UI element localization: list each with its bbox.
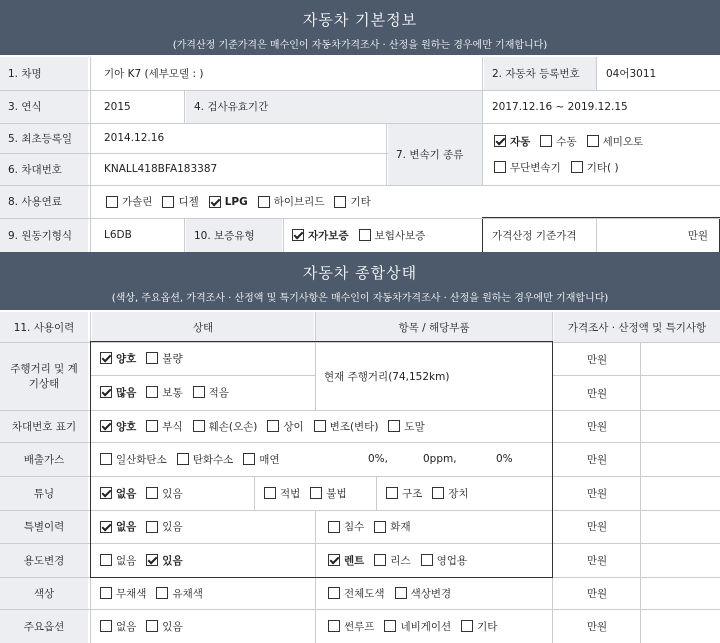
checkbox-icon[interactable] (156, 587, 168, 599)
options-none[interactable]: 없음 (100, 619, 136, 634)
checkbox-icon[interactable] (267, 420, 279, 432)
vin-corrosion[interactable]: 부식 (146, 419, 182, 434)
color-achromatic[interactable]: 무채색 (100, 586, 146, 601)
checkbox-icon[interactable] (146, 620, 158, 632)
checkbox-icon[interactable] (193, 420, 205, 432)
section-subtitle: (가격산정 기준가격은 매수인이 자동차가격조사 · 산정을 원하는 경우에만 기재합니다) (172, 40, 548, 51)
special-options (92, 510, 314, 543)
tuning-price: 만원 (586, 487, 608, 500)
mileage-many[interactable]: 많음 (100, 385, 136, 400)
checkbox-icon[interactable] (146, 487, 158, 499)
checkbox-icon[interactable] (540, 135, 552, 147)
current-mileage: 현재 주행거리(74,152km) (324, 370, 450, 383)
tuning-options (92, 476, 252, 510)
fuel-other[interactable]: 기타 (334, 194, 370, 209)
checkbox-icon[interactable] (100, 386, 112, 398)
trans-auto[interactable]: 자동 (494, 134, 530, 149)
price-basis-unit: 만원 (687, 229, 708, 242)
checkbox-icon[interactable] (334, 196, 346, 208)
special-yes[interactable]: 있음 (146, 519, 182, 534)
checkbox-icon[interactable] (193, 386, 205, 398)
checkbox-icon[interactable] (328, 587, 340, 599)
checkbox-icon[interactable] (264, 487, 276, 499)
vin-mark-options (92, 410, 552, 442)
tuning-illegal[interactable]: 불법 (310, 486, 346, 501)
mileage-status-1 (92, 342, 314, 374)
warranty-self[interactable]: 자가보증 (292, 228, 349, 243)
checkbox-icon[interactable] (258, 196, 270, 208)
tuning-legal[interactable]: 적법 (264, 486, 300, 501)
usage-lease[interactable]: 리스 (374, 553, 410, 568)
checkbox-icon[interactable] (359, 229, 371, 241)
vin-mismatch[interactable]: 상이 (267, 419, 303, 434)
emission-options (92, 442, 552, 476)
mileage-price-2: 만원 (586, 387, 608, 400)
checkbox-icon[interactable] (100, 521, 112, 533)
checkbox-icon[interactable] (421, 554, 433, 566)
checkbox-icon[interactable] (384, 620, 396, 632)
vin-label: 6. 차대번호 (0, 153, 88, 185)
checkbox-icon[interactable] (146, 386, 158, 398)
fuel-options (96, 185, 716, 218)
fuel-gasoline[interactable]: 가솔린 (106, 194, 152, 209)
engine-label: 9. 원동기형식 (0, 218, 88, 252)
year-label: 3. 연식 (0, 90, 88, 123)
usage-options (92, 543, 314, 577)
checkbox-icon[interactable] (432, 487, 444, 499)
main-options-detail (320, 609, 552, 643)
emission-label: 배출가스 (0, 442, 88, 476)
checkbox-icon[interactable] (494, 161, 506, 173)
checkbox-icon[interactable] (388, 420, 400, 432)
special-detail (320, 510, 552, 543)
warranty-label: 10. 보증유형 (186, 218, 282, 252)
color-detail (320, 577, 552, 609)
checkbox-icon[interactable] (146, 420, 158, 432)
checkbox-icon[interactable] (461, 620, 473, 632)
main-options (92, 609, 314, 643)
usage-yes[interactable]: 있음 (146, 553, 182, 568)
checkbox-icon[interactable] (328, 554, 340, 566)
main-options-label: 주요옵션 (0, 609, 88, 643)
special-flood[interactable]: 침수 (328, 519, 364, 534)
special-fire[interactable]: 화재 (374, 519, 410, 534)
checkbox-icon[interactable] (146, 521, 158, 533)
checkbox-icon[interactable] (100, 352, 112, 364)
checkbox-icon[interactable] (106, 196, 118, 208)
options-price: 만원 (586, 620, 608, 633)
special-price: 만원 (586, 521, 608, 533)
car-name-value: 기아 K7 (세부모델 : ) (104, 68, 204, 80)
engine-value: L6DB (104, 229, 132, 241)
checkbox-icon[interactable] (374, 521, 386, 533)
section-title: 자동차 기본정보 (302, 11, 418, 29)
section-subtitle: (색상, 주요옵션, 가격조사 · 산정액 및 특기사항은 매수인이 자동차가격조사 · 산정을 원하는 경우에만 기재합니다) (111, 293, 609, 304)
emission-co-value: 0%, (368, 453, 388, 465)
reg-number-value: 04어3011 (606, 68, 657, 80)
car-name-label: 1. 차명 (0, 57, 88, 90)
trans-manual[interactable]: 수동 (540, 134, 576, 149)
vin-damage[interactable]: 훼손(오손) (193, 419, 258, 434)
emission-smoke[interactable]: 매연 (243, 452, 279, 467)
usage-none[interactable]: 없음 (100, 553, 136, 568)
fuel-label: 8. 사용연료 (0, 185, 88, 218)
checkbox-icon[interactable] (386, 487, 398, 499)
checkbox-icon[interactable] (374, 554, 386, 566)
checkbox-icon[interactable] (587, 135, 599, 147)
vin-altered[interactable]: 변조(변타) (314, 419, 379, 434)
usage-price: 만원 (586, 554, 608, 567)
checkbox-icon[interactable] (100, 554, 112, 566)
emission-price: 만원 (586, 453, 608, 466)
checkbox-icon[interactable] (146, 352, 158, 364)
fuel-diesel[interactable]: 디젤 (162, 194, 198, 209)
tuning-structure[interactable]: 구조 (386, 486, 422, 501)
col-price-notes: 가격조사 · 산정액 및 특기사항 (554, 312, 720, 342)
vin-mark-price: 만원 (586, 420, 608, 433)
transmission-options (484, 128, 718, 180)
special-history-label: 특별이력 (0, 510, 88, 543)
tuning-legality (256, 476, 374, 510)
options-yes[interactable]: 있음 (146, 619, 182, 634)
trans-other[interactable]: 기타( ) (571, 160, 619, 175)
emission-hc[interactable]: 탄화수소 (177, 452, 234, 467)
checkbox-icon[interactable] (177, 453, 189, 465)
reg-number-label: 2. 자동차 등록번호 (484, 57, 596, 90)
color-price: 만원 (586, 587, 608, 600)
checkbox-icon[interactable] (162, 196, 174, 208)
vin-value: KNALL418BFA183387 (104, 163, 218, 175)
emission-co[interactable]: 일산화탄소 (100, 452, 167, 467)
warranty-options (284, 218, 482, 252)
mileage-price-1: 만원 (586, 353, 608, 366)
checkbox-icon[interactable] (209, 196, 221, 208)
checkbox-icon[interactable] (314, 420, 326, 432)
mileage-status-2 (92, 376, 314, 408)
options-navigation[interactable]: 네비게이션 (384, 619, 451, 634)
vin-mark-label: 차대번호 표기 (0, 410, 88, 442)
color-change[interactable]: 색상변경 (395, 586, 452, 601)
warranty-insurer[interactable]: 보험사보증 (359, 228, 426, 243)
usage-detail (320, 543, 552, 577)
checkbox-icon[interactable] (243, 453, 255, 465)
section-header-basic-info (0, 0, 720, 55)
checkbox-icon[interactable] (146, 554, 158, 566)
checkbox-icon[interactable] (100, 620, 112, 632)
first-reg-value: 2014.12.16 (104, 132, 165, 144)
trans-semi[interactable]: 세미오토 (587, 134, 644, 149)
fuel-lpg[interactable]: LPG (209, 196, 248, 208)
checkbox-icon[interactable] (328, 521, 340, 533)
tuning-type (378, 476, 552, 510)
usage-change-label: 용도변경 (0, 543, 88, 577)
tuning-device[interactable]: 장치 (432, 486, 468, 501)
emission-smoke-value: 0% (496, 453, 513, 465)
checkbox-icon[interactable] (292, 229, 304, 241)
tuning-none[interactable]: 없음 (100, 486, 136, 501)
checkbox-icon[interactable] (100, 420, 112, 432)
mileage-few[interactable]: 적음 (193, 385, 229, 400)
tuning-label: 튜닝 (0, 476, 88, 510)
mileage-good[interactable]: 양호 (100, 351, 136, 366)
section-header-overall-condition (0, 252, 720, 310)
color-options (92, 577, 314, 609)
col-parts: 항목 / 해당부품 (316, 312, 552, 342)
col-usage-history: 11. 사용이력 (0, 312, 88, 342)
checkbox-icon[interactable] (310, 487, 322, 499)
trans-cvt[interactable]: 무단변속기 (494, 160, 561, 175)
checkbox-icon[interactable] (100, 487, 112, 499)
tuning-yes[interactable]: 있음 (146, 486, 182, 501)
section-title: 자동차 종합상태 (302, 264, 418, 282)
col-status: 상태 (92, 312, 314, 342)
fuel-hybrid[interactable]: 하이브리드 (258, 194, 325, 209)
mileage-normal[interactable]: 보통 (146, 385, 182, 400)
checkbox-icon[interactable] (100, 587, 112, 599)
options-sunroof[interactable]: 썬루프 (328, 619, 374, 634)
options-other[interactable]: 기타 (461, 619, 497, 634)
color-full-paint[interactable]: 전체도색 (328, 586, 385, 601)
checkbox-icon[interactable] (494, 135, 506, 147)
transmission-label: 7. 변속기 종류 (388, 123, 482, 185)
first-reg-label: 5. 최초등록일 (0, 123, 88, 153)
special-none[interactable]: 없음 (100, 519, 136, 534)
mileage-bad[interactable]: 불량 (146, 351, 182, 366)
vin-smeared[interactable]: 도말 (388, 419, 424, 434)
mileage-label: 주행거리 및 계기상태 (0, 342, 88, 410)
inspection-value: 2017.12.16 ~ 2019.12.15 (492, 100, 628, 113)
emission-hc-value: 0ppm, (423, 453, 457, 465)
usage-rent[interactable]: 렌트 (328, 553, 364, 568)
checkbox-icon[interactable] (100, 453, 112, 465)
price-basis-label: 가격산정 기준가격 (492, 229, 577, 242)
year-value: 2015 (104, 100, 131, 113)
checkbox-icon[interactable] (328, 620, 340, 632)
checkbox-icon[interactable] (571, 161, 583, 173)
color-label: 색상 (0, 577, 88, 609)
inspection-label: 4. 검사유효기간 (186, 90, 482, 123)
vin-good[interactable]: 양호 (100, 419, 136, 434)
checkbox-icon[interactable] (395, 587, 407, 599)
color-chromatic[interactable]: 유채색 (156, 586, 202, 601)
usage-business[interactable]: 영업용 (421, 553, 467, 568)
